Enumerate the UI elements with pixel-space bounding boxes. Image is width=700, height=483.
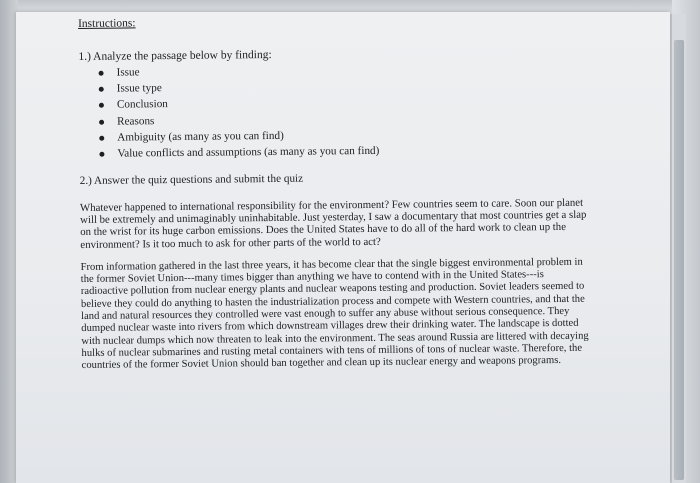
bullet-icon [99,152,104,157]
bullet-text: Conclusion [116,98,168,111]
task-1: 1.) Analyze the passage below by finding: [78,48,272,63]
bullet-item [99,143,589,161]
document-content [78,13,592,384]
bullet-text: Reasons [117,114,155,128]
scrollbar-thumb[interactable] [674,40,684,480]
analysis-bullet-list [79,62,590,161]
bullet-text: Value conflicts and assumptions (as many as you can find) [117,144,380,160]
passage-paragraph-2: From information gathered in the last three years, it has become clear that the single biggest environmental problem in the former Soviet Union---many times bigger than anything we have to contend with in the United States---is radioactive pollution from nuclear energy plants and nuclear weapons testing and production. Soviet leaders seemed to believe they could do anything to hasten the industrialization process and compete with Western countries, and that the land and natural resources they controlled were vast enough to suffer any abuse without serious consequence. They dumped nuclear waste into rivers from which downstream villages drew their drinking water. The landscape is dotted with nuclear dumps which now threaten to leak into the environment. The seas around Russia are littered with decaying hulks of nuclear submarines and rusting metal containers with tens of millions of tons of nuclear waste. Therefore, the countries of the former Soviet Union should ban together and clean up its nuclear energy and weapons programs. [80,256,589,372]
instructions-heading: Instructions: [78,17,136,30]
bullet-icon [99,135,104,140]
task-2: 2.) Answer the quiz questions and submit the quiz [79,172,304,187]
passage-paragraph-1: Whatever happened to international responsibility for the environment? Few countries seem to care. Soon our planet will be extremely and unimaginably uninhabitable. Just yesterday, I saw a documentary that most countries get a slap on the wrist for its huge carbon emissions. Does the United States have to do all of the hard work to clean up the environment? Is it too much to ask for other parts of the world to act? [79,196,587,251]
bullet-icon [99,71,104,76]
bullet-icon [99,103,104,108]
bullet-item [99,126,589,144]
bullet-text: Issue [116,66,140,79]
bullet-text: Ambiguity (as many as you can find) [117,129,284,144]
bullet-item [99,110,589,128]
bullet-text: Issue type [116,82,162,95]
bullet-icon [99,119,104,124]
bullet-item [99,78,589,96]
bullet-item [99,94,589,112]
bullet-item [99,62,589,80]
bullet-icon [99,87,104,92]
